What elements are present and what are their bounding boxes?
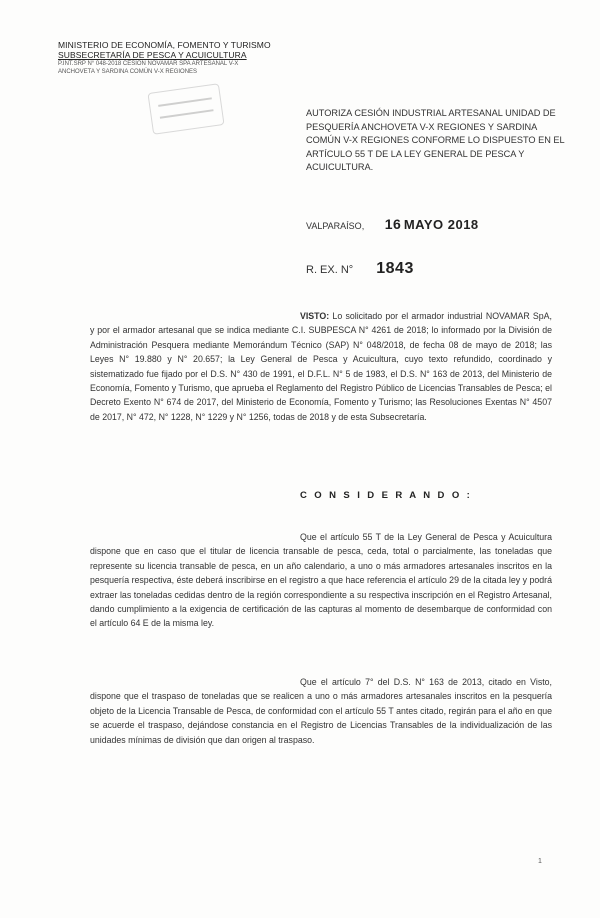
resolution-number-line: [306, 260, 414, 278]
visto-text: Lo solicitado por el armador industrial NOVAMAR SpA, y por el armador artesanal que se indica mediante C.I. SUBPESCA N° 4261 de 2018; lo informado por la División de Administración Pesquera mediante Memorándum Técnico (SAP) N° 048/2018, de fecha 08 de mayo de 2018; las Leyes N° 19.880 y N° 20.657; la Ley General de Pesca y Acuicultura, cuyo texto refundido, coordinado y sistematizado fue fijado por el D.S. N° 430 de 1991, el D.F.L. N° 5 de 1983, el D.S. N° 163 de 2013, del Ministerio de Economía, Fomento y Turismo, que aprueba el Reglamento del Registro Público de Licencias Transables de Pesca; el Decreto Exento N° 674 de 2017, del Ministerio de Economía, Fomento y Turismo; las Resoluciones Exentas N° 4507 de 2017, N° 472, N° 1228, N° 1229 y N° 1256, todas de 2018 y de esta Subsecretaría.: [90, 311, 552, 422]
resolution-subject: AUTORIZA CESIÓN INDUSTRIAL ARTESANAL UNIDAD DE PESQUERÍA ANCHOVETA V-X REGIONES Y SARDINA COMÚN V-X REGIONES CONFORME LO DISPUESTO EN EL ARTÍCULO 55 T DE LA LEY GENERAL DE PESCA Y ACUICULTURA.: [306, 108, 565, 173]
date-line: [306, 216, 479, 232]
letterhead: [58, 40, 308, 76]
date-city: VALPARAÍSO,: [306, 221, 365, 231]
subsecretaria-name: SUBSECRETARÍA DE PESCA Y ACUICULTURA: [58, 50, 247, 60]
faded-stamp: [147, 83, 224, 135]
visto-paragraph: [90, 309, 552, 424]
ministry-name: MINISTERIO DE ECONOMÍA, FOMENTO Y TURISMO: [58, 40, 271, 50]
visto-label: VISTO:: [300, 311, 330, 321]
page-number: 1: [538, 858, 542, 865]
considerando-paragraph-2: Que el artículo 7° del D.S. N° 163 de 2013, citado en Visto, dispone que el traspaso de toneladas que se realicen a uno o más armadores artesanales inscritos en la pesquería objeto de la Licencia Transable de Pesca, de conformidad con el artículo 55 T antes citado, regirán para el año en que se acuerde el traspaso, dejándose constancia en el Registro de Licencias Transables de la individualización de las unidades mínimas de división que dan origen al traspaso.: [90, 677, 552, 745]
date-day: 16: [384, 216, 402, 232]
reference-line-1: P.INT.SRP N° 048-2018 CESIÓN NOVAMAR SPA ARTESANAL V-X: [58, 61, 239, 67]
reference-line-2: ANCHOVETA Y SARDINA COMÚN V-X REGIONES: [58, 69, 198, 75]
considerando-paragraph-1: Que el artículo 55 T de la Ley General de Pesca y Acuicultura dispone que en caso que el titular de licencia transable de pesca, ceda, total o parcialmente, las toneladas que represente su licencia transable de pesca, en un año calendario, a uno o más armadores artesanales inscritos en la pesquería respectiva, éste deberá inscribirse en el registro a que hace referencia el artículo 29 de la citada ley y podrá extraer las toneladas cedidas dentro de la región correspondiente a su respectiva inscripción en el Registro Artesanal, dando cumplimiento a la exigencia de certificación de las capturas al momento de desembarque de conformidad con el artículo 64 E de la misma ley.: [90, 532, 552, 629]
resolution-number: 1843: [376, 260, 414, 277]
date-month-year: MAYO 2018: [403, 217, 479, 232]
resolution-label: R. EX. N°: [306, 264, 354, 276]
considerando-heading: C O N S I D E R A N D O :: [300, 490, 473, 501]
